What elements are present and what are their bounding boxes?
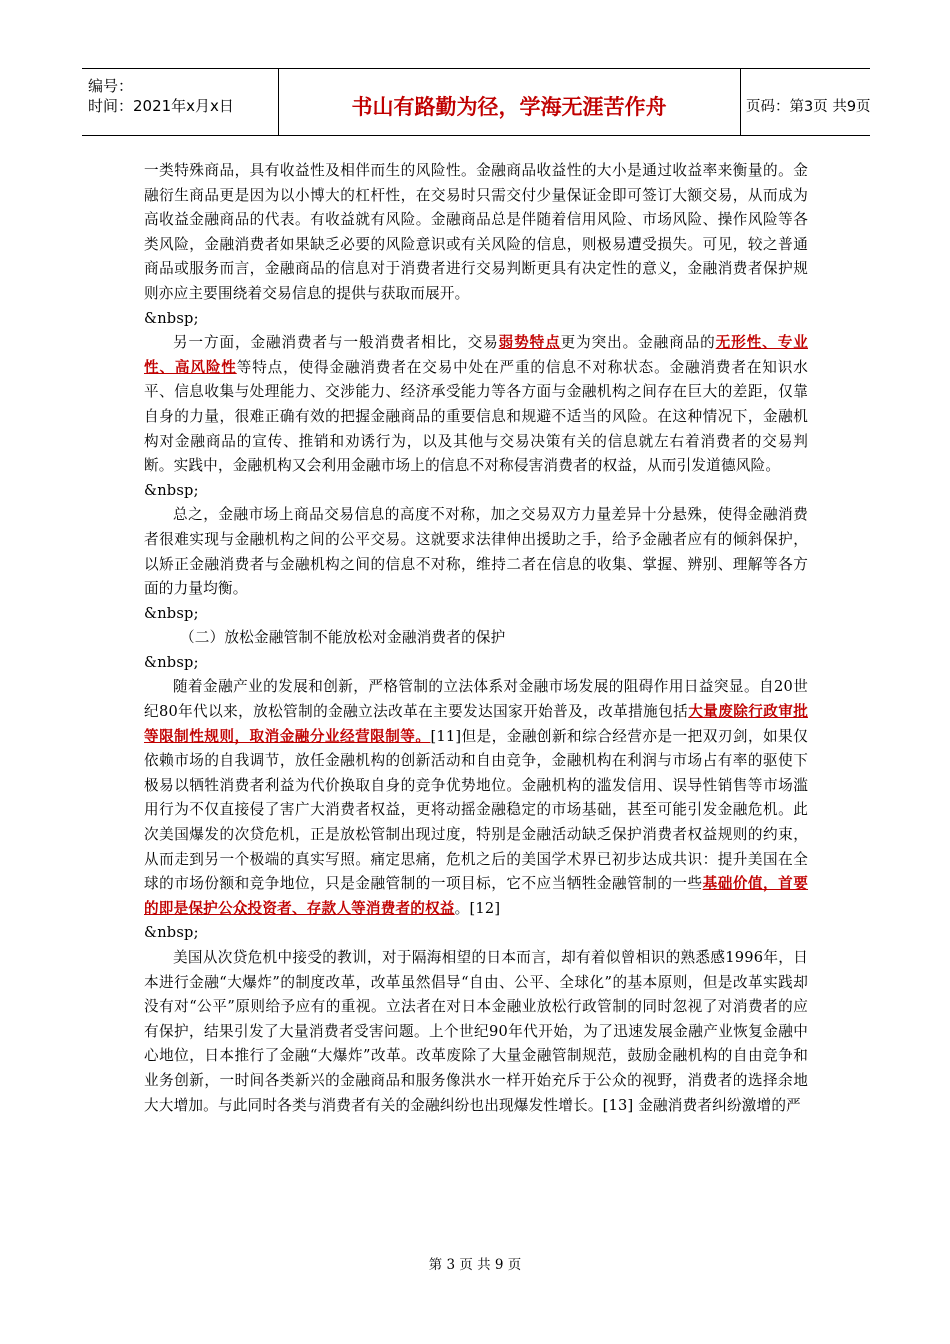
paragraph-4 [144,675,808,921]
paragraph-2 [144,331,808,479]
date-label: 时间：2021年x月x日 [88,97,234,115]
document-body [144,159,808,1118]
paragraph-2-text-c: 等特点，使得金融消费者在交易中处在严重的信息不对称状态。金融消费者在知识水平、信息收集与处理能力、交涉能力、经济承受能力等各方面与金融机构之间存在巨大的差距，仅靠自身的力量，很难正确有效的把握金融商品的重要信息和规避不适当的风险。在这种情况下，金融机构对金融商品的宣传、推销和劝诱行为，以及其他与交易决策有关的信息就左右着消费者的交易判断。实践中，金融机构又会利用金融市场上的信息不对称侵害消费者的权益，从而引发道德风险。 [144,358,809,475]
paragraph-1: 一类特殊商品，具有收益性及相伴而生的风险性。金融商品收益性的大小是通过收益率来衡量的。金融衍生商品更是因为以小博大的杠杆性，在交易时只需交付少量保证金即可签订大额交易，从而成为高收益金融商品的代表。有收益就有风险。金融商品总是伴随着信用风险、市场风险、操作风险等各类风险，金融消费者如果缺乏必要的风险意识或有关风险的信息，则极易遭受损失。可见，较之普通商品或服务而言，金融商品的信息对于消费者进行交易判断更具有决定性的意义，金融消费者保护规则亦应主要围绕着交易信息的提供与获取而展开。 [144,162,808,302]
header-page-number: 页码：第3页 共9页 [746,99,871,115]
highlight-basic-values: 基础价值，首要的即是保护公众投资者、存款人等消费者的权益 [144,875,809,917]
section-heading: （二）放松金融管制不能放松对金融消费者的保护 [180,629,506,647]
paragraph-2-text-b: 更为突出。金融商品的 [560,334,716,352]
nbsp-line: &nbsp; [144,924,199,942]
highlight-product-traits: 无形性、专业性、高风险性 [144,334,808,376]
serial-number-label: 编号： [88,77,134,95]
header-page-cell [740,69,870,135]
page-header [82,68,870,136]
nbsp-line: &nbsp; [144,309,199,327]
highlight-deregulation-measures: 大量废除行政审批等限制性规则，取消金融分业经营限制等。 [144,703,808,745]
nbsp-line: &nbsp; [144,604,199,622]
paragraph-2-text-a: 另一方面，金融消费者与一般消费者相比，交易 [173,334,499,352]
highlight-weak-position: 弱势特点 [498,334,561,352]
page-footer: 第 3 页 共 9 页 [428,1257,522,1273]
paragraph-4-text-b: [11]但是，金融创新和综合经营亦是一把双刃剑，如果仅依赖市场的自我调节，放任金融机构的创新活动和自由竞争，金融机构在利润与市场占有率的驱使下极易以牺牲消费者利益为代价换取自身的竞争优势地位。金融机构的滥发信用、误导性销售等市场滥用行为不仅直接侵了害广大消费者权益，更将动摇金融稳定的市场基础，甚至可能引发金融危机。此次美国爆发的次贷危机，正是放松管制出现过度，特别是金融活动缺乏保护消费者权益规则的约束，从而走到另一个极端的真实写照。痛定思痛，危机之后的美国学术界已初步达成共识：提升美国在全球的市场份额和竞争地位，只是金融管制的一项目标，它不应当牺牲金融管制的一些 [144,727,808,893]
nbsp-line: &nbsp; [144,653,199,671]
nbsp-line: &nbsp; [144,481,199,499]
paragraph-5: 美国从次贷危机中接受的教训，对于隔海相望的日本而言，却有着似曾相识的熟悉感1996年，日本进行金融“大爆炸”的制度改革，改革虽然倡导“自由、公平、全球化”的基本原则，但是改革实践却没有对“公平”原则给予应有的重视。立法者在对日本金融业放松行政管制的同时忽视了对消费者的应有保护，结果引发了大量消费者受害问题。上个世纪90年代开始，为了迅速发展金融产业恢复金融中心地位，日本推行了金融“大爆炸”改革。改革废除了大量金融管制规范，鼓励金融机构的自由竞争和业务创新，一时间各类新兴的金融商品和服务像洪水一样开始充斥于公众的视野，消费者的选择余地大大增加。与此同时各类与消费者有关的金融纠纷也出现爆发性增长。[13] 金融消费者纠纷激增的严 [144,949,808,1114]
header-motto-cell [278,69,741,135]
paragraph-4-text-a: 随着金融产业的发展和创新，严格管制的立法体系对金融市场发展的阻碍作用日益突显。自20世纪80年代以来，放松管制的金融立法改革在主要发达国家开始普及，改革措施包括 [144,678,808,721]
header-meta-cell [82,69,279,135]
paragraph-3: 总之，金融市场上商品交易信息的高度不对称，加之交易双方力量差异十分悬殊，使得金融消费者很难实现与金融机构之间的公平交易。这就要求法律伸出援助之手，给予金融者应有的倾斜保护，以矫正金融消费者与金融机构之间的信息不对称，维持二者在信息的收集、掌握、辨别、理解等各方面的力量均衡。 [144,506,808,598]
motto-text: 书山有路勤为径，学海无涯苦作舟 [351,95,667,119]
paragraph-4-text-c: 。[12] [454,899,501,917]
